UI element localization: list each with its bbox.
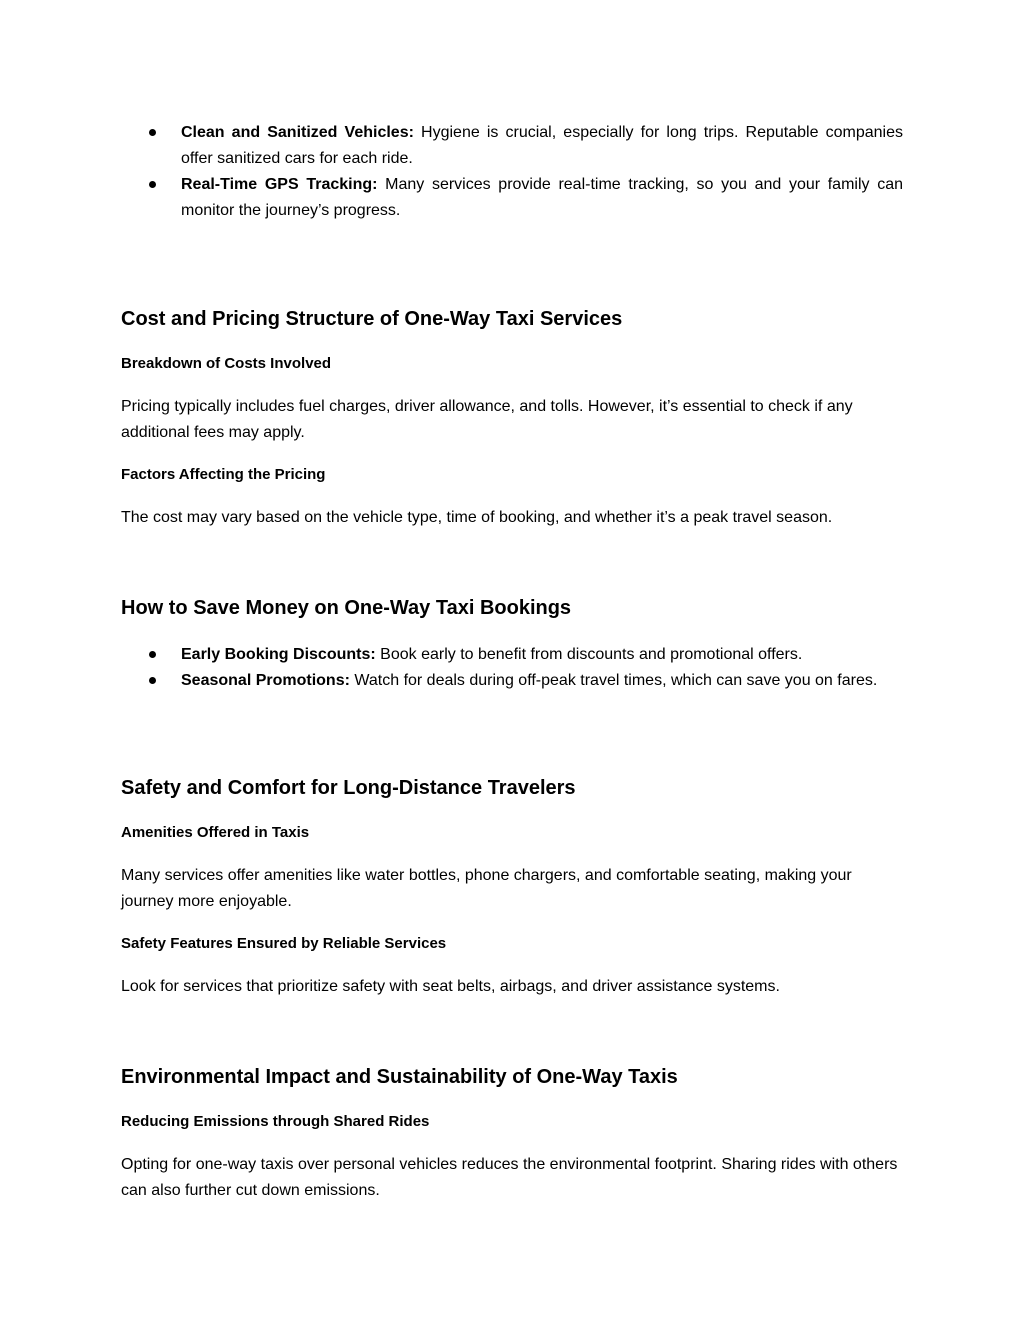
bullet-dot-icon xyxy=(149,651,156,658)
bullet-dot-icon xyxy=(149,677,156,684)
bullet-text: Book early to benefit from discounts and promotional offers. xyxy=(375,646,803,663)
safety-subheading-features: Safety Features Ensured by Reliable Services xyxy=(121,935,447,952)
cost-paragraph-breakdown: Pricing typically includes fuel charges, driver allowance, and tolls. However, it’s essential to check if any additional fees may apply. xyxy=(121,398,853,441)
bullet-dot-icon xyxy=(149,129,156,136)
bullet-clean-vehicles xyxy=(121,120,903,172)
save-section xyxy=(121,594,903,694)
bullet-dot-icon xyxy=(149,181,156,188)
bullet-seasonal-promotions xyxy=(121,668,903,694)
bullet-term: Seasonal Promotions: xyxy=(181,672,350,689)
top-bullet-list xyxy=(121,120,903,224)
cost-paragraph-factors: The cost may vary based on the vehicle type, time of booking, and whether it’s a peak travel season. xyxy=(121,509,833,526)
bullet-text: Hygiene is crucial, especially for long trips. Reputable companies offer sanitized cars for each ride. xyxy=(181,124,903,167)
bullet-term: Real-Time GPS Tracking: xyxy=(181,176,378,193)
save-bullet-list xyxy=(121,642,903,694)
bullet-text: Watch for deals during off-peak travel times, which can save you on fares. xyxy=(349,672,878,689)
safety-paragraph-amenities: Many services offer amenities like water bottles, phone chargers, and comfortable seating, making your journey more enjoyable. xyxy=(121,867,852,910)
safety-subheading-amenities: Amenities Offered in Taxis xyxy=(121,824,310,841)
save-heading: How to Save Money on One-Way Taxi Bookings xyxy=(121,597,572,619)
bullet-gps-tracking xyxy=(121,172,903,224)
cost-heading: Cost and Pricing Structure of One-Way Taxi Services xyxy=(121,308,623,330)
environment-paragraph-emissions: Opting for one-way taxis over personal vehicles reduces the environmental footprint. Sharing rides with others can also further cut down emissions. xyxy=(121,1156,898,1199)
environment-subheading-emissions: Reducing Emissions through Shared Rides xyxy=(121,1113,430,1130)
cost-subheading-breakdown: Breakdown of Costs Involved xyxy=(121,355,332,372)
safety-section xyxy=(121,774,903,1000)
safety-heading: Safety and Comfort for Long-Distance Travelers xyxy=(121,777,576,799)
bullet-text: Many services provide real-time tracking, so you and your family can monitor the journey’s progress. xyxy=(181,176,903,219)
environment-section xyxy=(121,1063,903,1204)
cost-section xyxy=(121,305,903,531)
environment-heading: Environmental Impact and Sustainability of One-Way Taxis xyxy=(121,1066,678,1088)
bullet-term: Clean and Sanitized Vehicles: xyxy=(181,124,414,141)
cost-subheading-factors: Factors Affecting the Pricing xyxy=(121,466,326,483)
bullet-early-booking xyxy=(121,642,903,668)
document-page xyxy=(121,120,903,1204)
safety-paragraph-features: Look for services that prioritize safety with seat belts, airbags, and driver assistance systems. xyxy=(121,978,780,995)
bullet-term: Early Booking Discounts: xyxy=(181,646,376,663)
